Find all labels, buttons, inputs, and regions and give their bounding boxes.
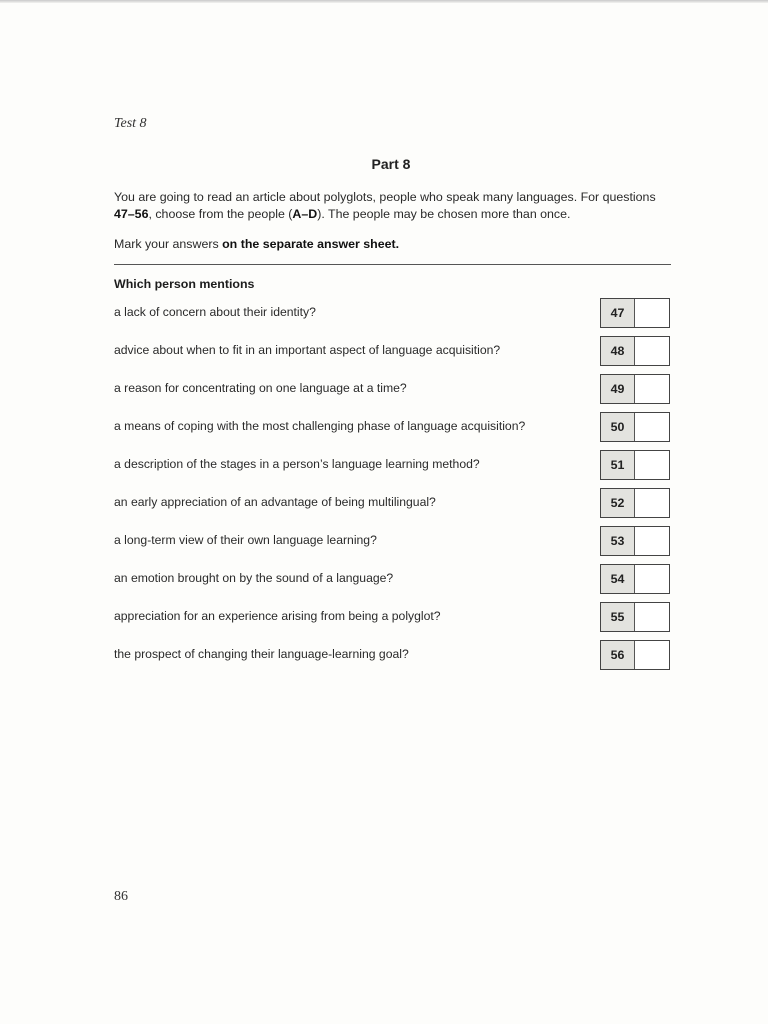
question-number: 53 xyxy=(601,527,635,555)
question-text: a lack of concern about their identity? xyxy=(114,305,316,319)
intro-people-range: A–D xyxy=(292,207,318,221)
question-row xyxy=(114,374,671,406)
answer-slot[interactable] xyxy=(635,641,669,669)
question-row xyxy=(114,602,671,634)
answer-box xyxy=(600,602,670,632)
question-number: 49 xyxy=(601,375,635,403)
question-number: 56 xyxy=(601,641,635,669)
intro-text-1: You are going to read an article about polyglots, people who speak many languages. For questions xyxy=(114,190,656,204)
question-text: advice about when to fit in an important aspect of language acquisition? xyxy=(114,343,501,357)
test-label: Test 8 xyxy=(114,116,147,131)
question-text: the prospect of changing their language-learning goal? xyxy=(114,647,409,661)
question-text: a long-term view of their own language learning? xyxy=(114,533,377,547)
question-number: 55 xyxy=(601,603,635,631)
question-row xyxy=(114,488,671,520)
answer-slot[interactable] xyxy=(635,413,669,441)
answer-box xyxy=(600,526,670,556)
answer-slot[interactable] xyxy=(635,603,669,631)
question-row xyxy=(114,564,671,596)
question-row xyxy=(114,450,671,482)
question-row xyxy=(114,412,671,444)
question-row xyxy=(114,640,671,672)
answer-slot[interactable] xyxy=(635,375,669,403)
question-text: a reason for concentrating on one language at a time? xyxy=(114,381,407,395)
question-text: a description of the stages in a person’s language learning method? xyxy=(114,457,480,471)
mark-instructions xyxy=(114,237,399,251)
answer-slot[interactable] xyxy=(635,527,669,555)
answer-box xyxy=(600,450,670,480)
question-text: an early appreciation of an advantage of being multilingual? xyxy=(114,495,436,509)
instructions-intro xyxy=(114,189,674,223)
answer-slot[interactable] xyxy=(635,337,669,365)
question-text: a means of coping with the most challenging phase of language acquisition? xyxy=(114,419,526,433)
answer-box xyxy=(600,374,670,404)
page-number: 86 xyxy=(114,889,128,904)
question-number: 52 xyxy=(601,489,635,517)
answer-box xyxy=(600,640,670,670)
question-row xyxy=(114,336,671,368)
question-number: 48 xyxy=(601,337,635,365)
question-number: 50 xyxy=(601,413,635,441)
answer-slot[interactable] xyxy=(635,489,669,517)
mark-bold: on the separate answer sheet. xyxy=(222,237,400,251)
section-heading: Which person mentions xyxy=(114,277,255,291)
answer-slot[interactable] xyxy=(635,565,669,593)
intro-question-range: 47–56 xyxy=(114,207,149,221)
question-number: 51 xyxy=(601,451,635,479)
answer-box xyxy=(600,336,670,366)
question-text: an emotion brought on by the sound of a language? xyxy=(114,571,394,585)
answer-box xyxy=(600,298,670,328)
answer-box xyxy=(600,412,670,442)
page-edge xyxy=(0,0,768,3)
answer-slot[interactable] xyxy=(635,451,669,479)
question-row xyxy=(114,526,671,558)
intro-text-3: ). The people may be chosen more than once. xyxy=(317,207,571,221)
question-text: appreciation for an experience arising from being a polyglot? xyxy=(114,609,441,623)
question-row xyxy=(114,298,671,330)
answer-box xyxy=(600,488,670,518)
intro-text-2: , choose from the people ( xyxy=(148,207,293,221)
question-number: 47 xyxy=(601,299,635,327)
divider xyxy=(114,264,671,265)
mark-prefix: Mark your answers xyxy=(114,237,223,251)
part-title: Part 8 xyxy=(371,156,411,172)
answer-slot[interactable] xyxy=(635,299,669,327)
question-number: 54 xyxy=(601,565,635,593)
answer-box xyxy=(600,564,670,594)
